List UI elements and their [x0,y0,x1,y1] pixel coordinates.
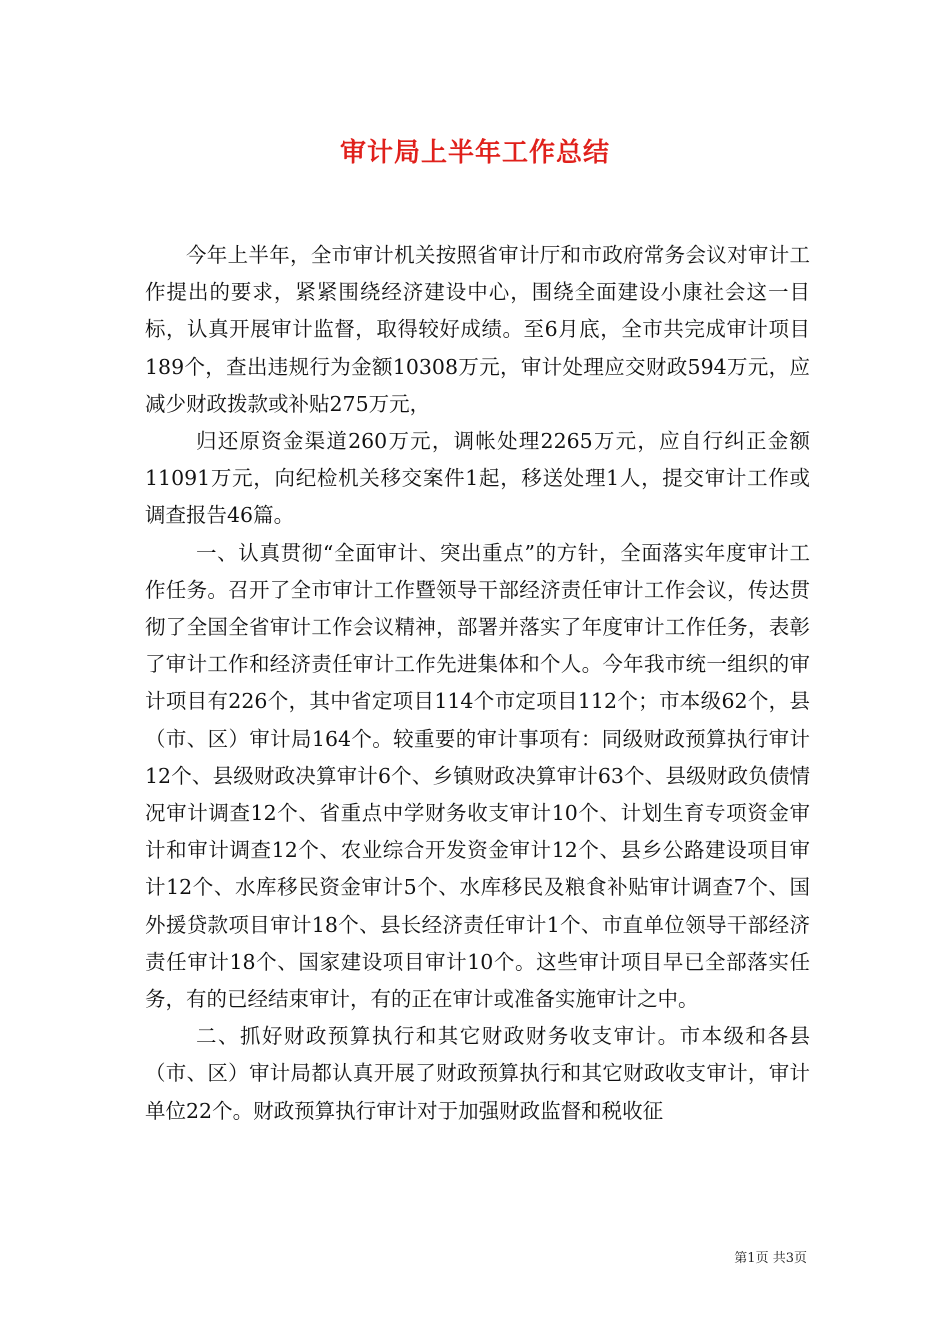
paragraph-section-one: 一、认真贯彻“全面审计、突出重点”的方针，全面落实年度审计工作任务。召开了全市审计工作暨领导干部经济责任审计工作会议，传达贯彻了全国全省审计工作会议精神，部署并落实了年度审计工作任务，表彰了审计工作和经济责任审计工作先进集体和个人。今年我市统一组织的审计项目有226个，其中省定项目114个市定项目112个；市本级62个，县（市、区）审计局164个。较重要的审计事项有：同级财政预算执行审计12个、县级财政决算审计6个、乡镇财政决算审计63个、县级财政负债情况审计调查12个、省重点中学财务收支审计10个、计划生育专项资金审计和审计调查12个、农业综合开发资金审计12个、县乡公路建设项目审计12个、水库移民资金审计5个、水库移民及粮食补贴审计调查7个、国外援贷款项目审计18个、县长经济责任审计1个、市直单位领导干部经济责任审计18个、国家建设项目审计10个。这些审计项目早已全部落实任务，有的已经结束审计，有的正在审计或准备实施审计之中。 [145,540,810,1012]
total-pages-number: 3 [785,1251,794,1266]
document-title: 审计局上半年工作总结 [339,138,610,168]
current-page-number: 1 [747,1251,756,1266]
page-number-footer [734,1247,807,1266]
paragraph-intro: 今年上半年，全市审计机关按照省审计厅和市政府常务会议对审计工作提出的要求，紧紧围绕经济建设中心，围绕全面建设小康社会这一目标，认真开展审计监督，取得较好成绩。至6月底，全市共完成审计项目189个，查出违规行为金额10308万元，审计处理应交财政594万元，应减少财政拨款或补贴275万元， [145,243,810,416]
paragraph-results: 归还原资金渠道260万元，调帐处理2265万元，应自行纠正金额11091万元，向纪检机关移交案件1起，移送处理1人，提交审计工作或调查报告46篇。 [145,429,810,528]
page-label-prefix: 第 [734,1251,748,1266]
page-label-suffix: 页 [793,1251,807,1266]
page-label-middle: 页 共 [755,1251,786,1266]
paragraph-section-two: 二、抓好财政预算执行和其它财政财务收支审计。市本级和各县（市、区）审计局都认真开展了财政预算执行和其它财政收支审计，审计单位22个。财政预算执行审计对于加强财政监督和税收征 [145,1024,810,1123]
document-body [145,237,810,1130]
